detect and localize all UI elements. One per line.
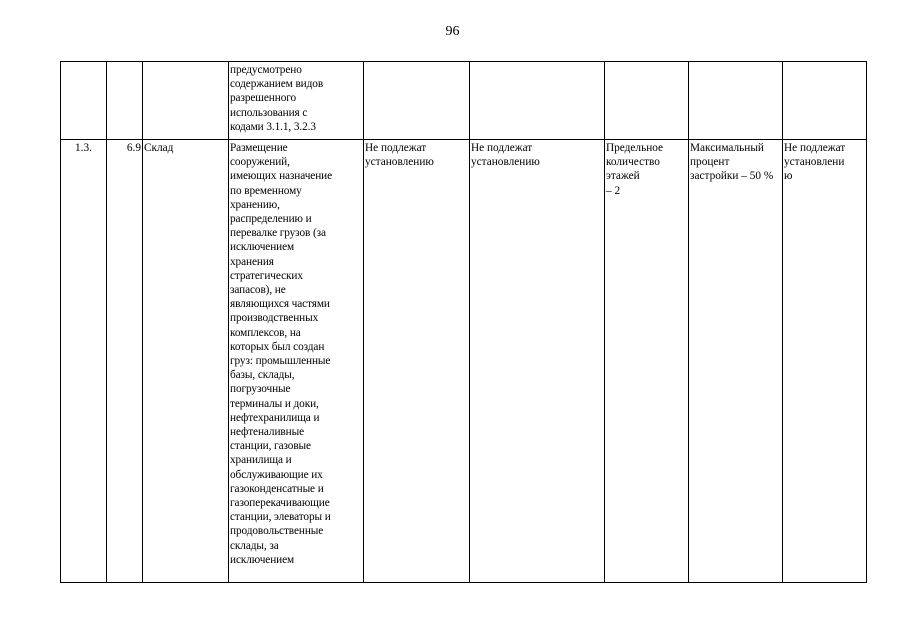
cell-col9: Не подлежат установлени ю (783, 140, 867, 583)
cell-col5: Не подлежат установлению (364, 140, 470, 583)
cell-col9 (783, 62, 867, 140)
regulations-table (60, 61, 867, 583)
page-number: 96 (445, 24, 460, 39)
cell-description: Размещение сооружений, имеющих назначение по временному хранению, распределению и перевалке грузов (за исключением хранения стратегических запасов), не являющихся частями производственных комплексов, на которых был создан груз: промышленные базы, склады, погрузочные терминалы и доки, нефтехранилища и нефтеналивные станции, газовые хранилища и обслуживающие их газоконденсатные и газоперекачивающие станции, элеваторы и продовольственные склады, за исключением (229, 140, 364, 583)
cell-code: 6.9 (107, 140, 143, 583)
cell-description: предусмотрено содержанием видов разрешенного использования с кодами 3.1.1, 3.2.3 (229, 62, 364, 140)
table-row (61, 140, 867, 583)
cell-col7 (605, 62, 689, 140)
cell-col6: Не подлежат установлению (470, 140, 605, 583)
cell-code (107, 62, 143, 140)
cell-num: 1.3. (61, 140, 107, 583)
cell-col6 (470, 62, 605, 140)
cell-name: Склад (143, 140, 229, 583)
cell-col8 (689, 62, 783, 140)
table-row (61, 62, 867, 140)
cell-name (143, 62, 229, 140)
cell-col5 (364, 62, 470, 140)
cell-col8: Максимальный процент застройки – 50 % (689, 140, 783, 583)
cell-col7: Предельное количество этажей – 2 (605, 140, 689, 583)
cell-num (61, 62, 107, 140)
